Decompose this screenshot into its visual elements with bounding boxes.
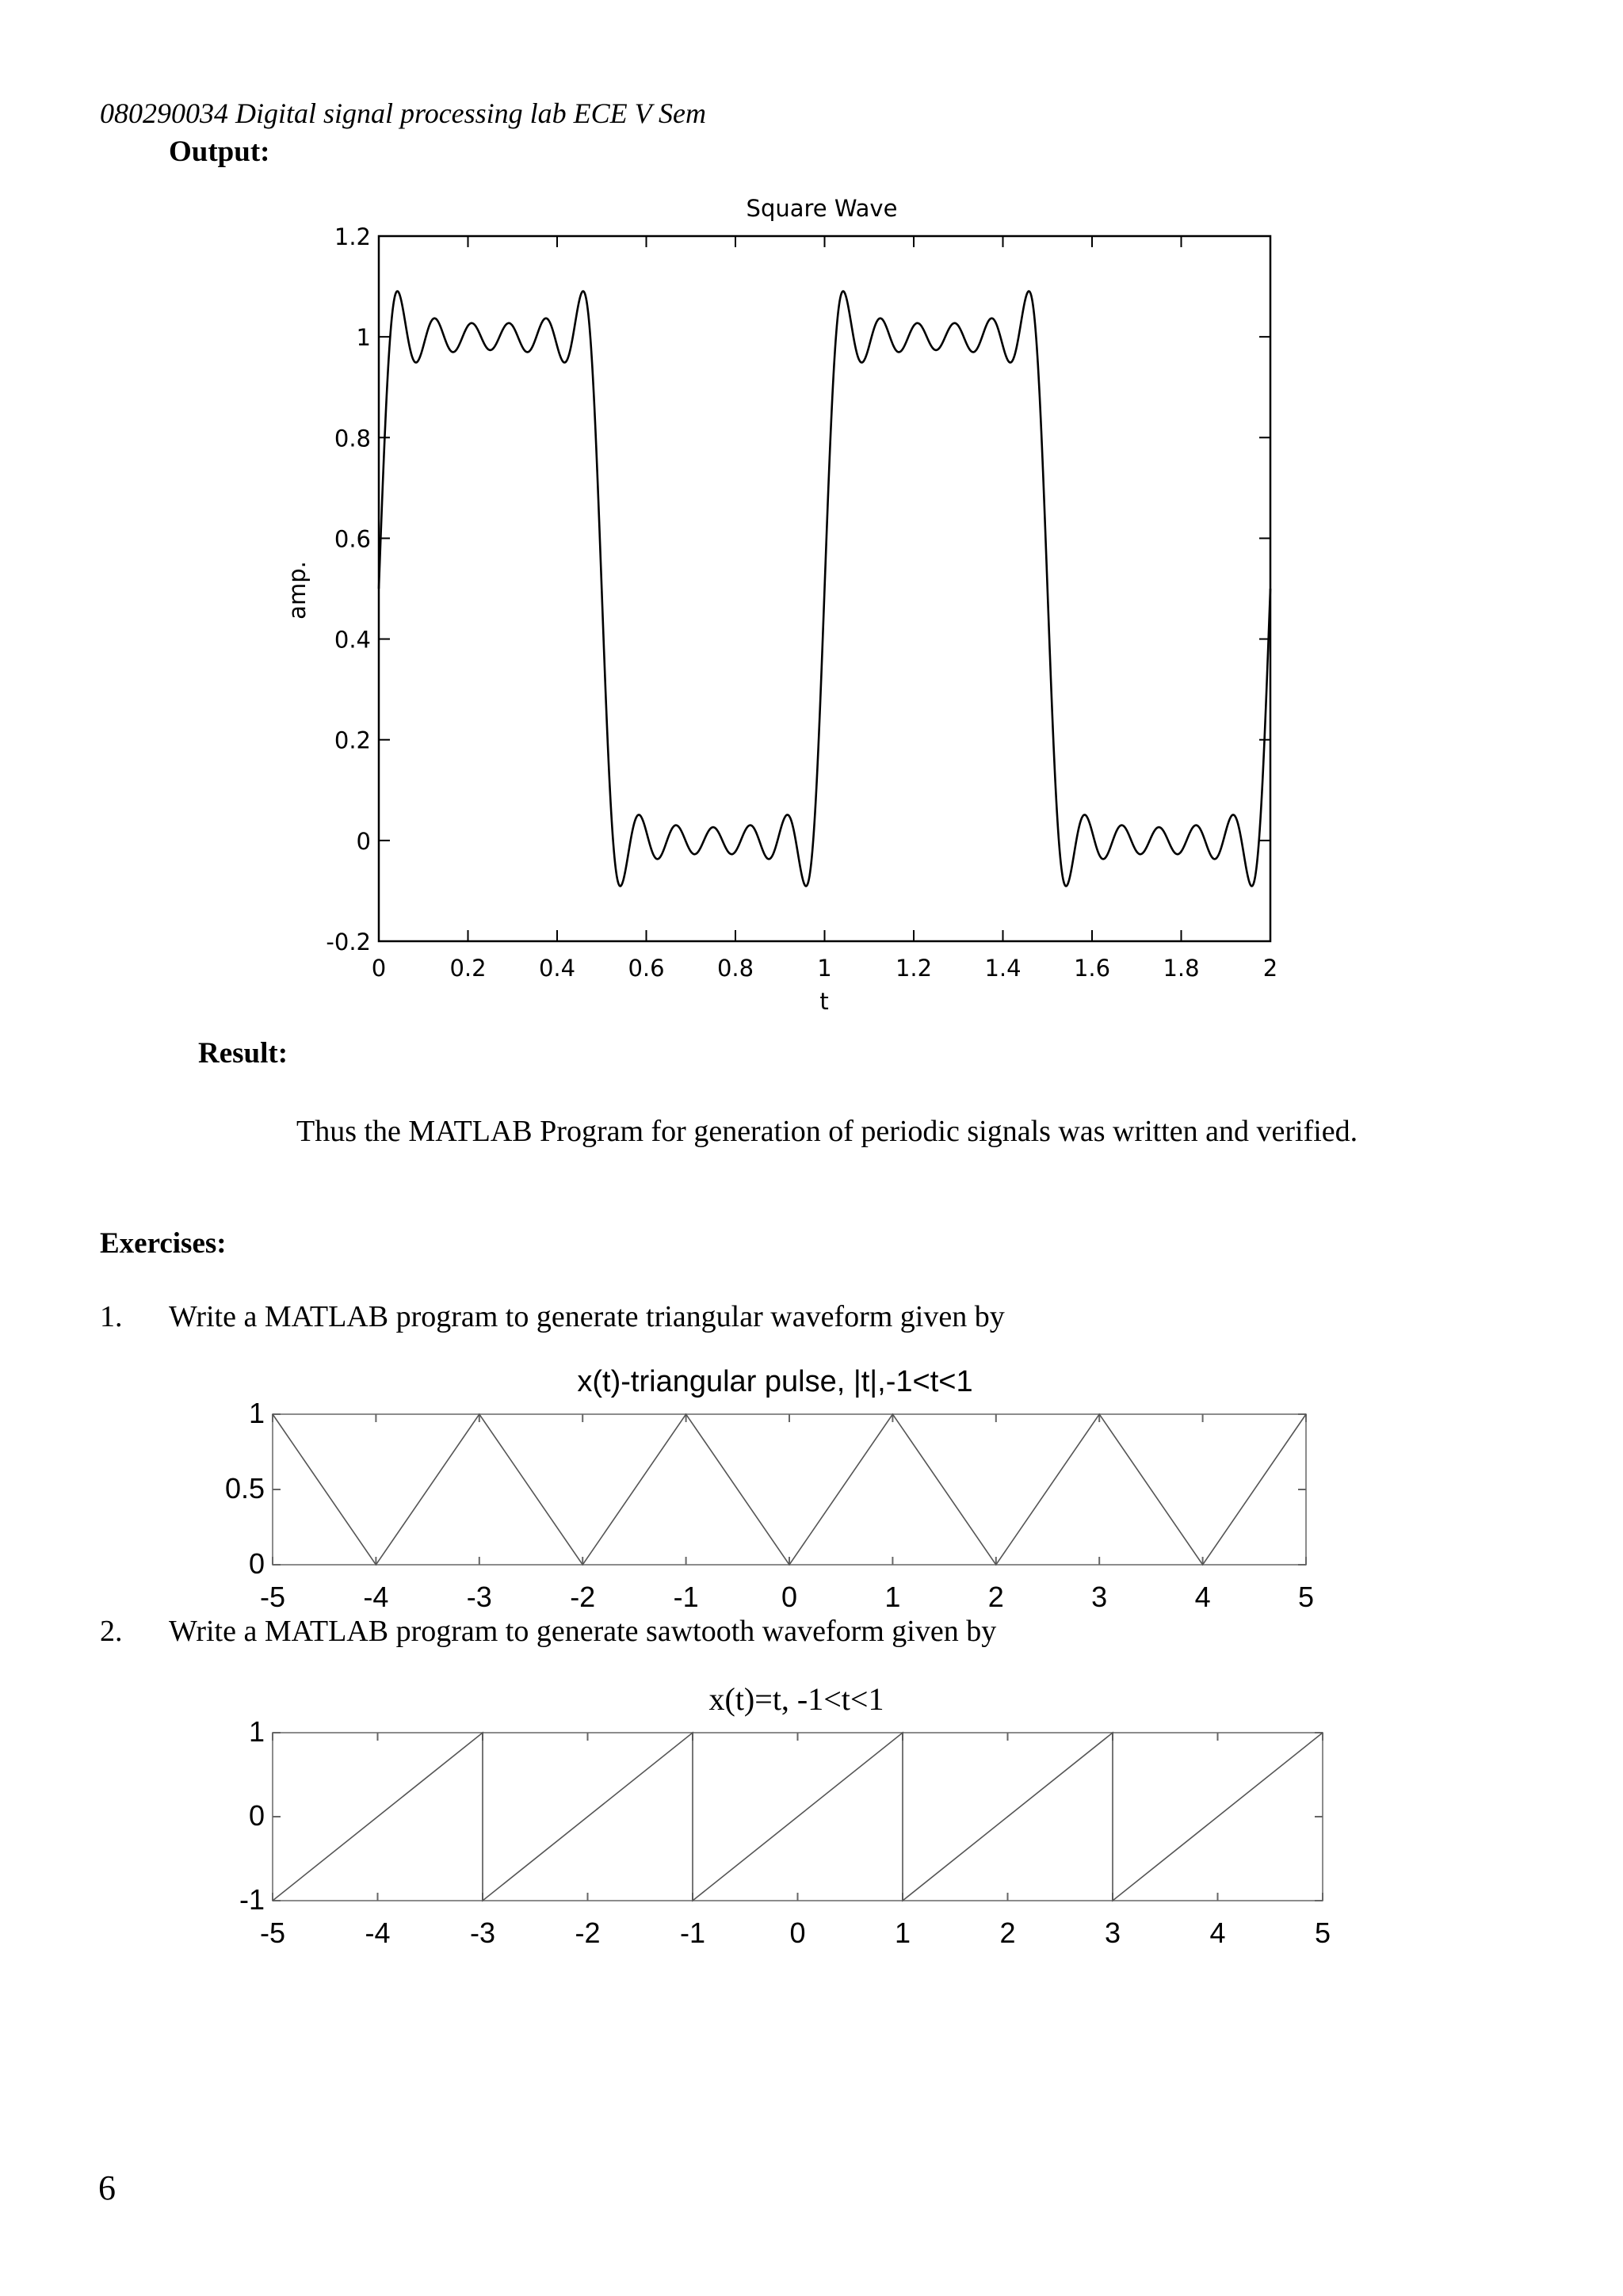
y-tick-label: 0.6 [334,525,371,553]
x-tick-label: 3 [1091,1581,1108,1613]
y-tick-label: -1 [239,1883,265,1916]
x-tick-label: 4 [1194,1581,1211,1613]
y-tick-label: 0.4 [334,626,371,654]
x-tick-label: 3 [1104,1917,1121,1949]
x-tick-label: 5 [1314,1917,1331,1949]
y-tick-label: 0.5 [224,1472,265,1505]
x-tick-label: -3 [466,1581,492,1613]
y-tick-label: 0 [248,1799,265,1832]
y-axis-label: amp. [284,561,311,620]
x-tick-label: 0.6 [628,955,665,982]
y-tick-label: 0.8 [334,425,371,452]
y-tick-label: 0 [248,1547,265,1580]
x-tick-label: 2 [999,1917,1016,1949]
x-tick-label: 2 [987,1581,1004,1613]
sawtooth-wave-chart [239,1681,1331,1949]
series-line [273,1414,1306,1565]
y-tick-label: 1.2 [334,223,371,250]
result-heading: Result: [198,1037,288,1070]
exercise-number: 1. [100,1300,123,1333]
x-tick-label: -2 [570,1581,596,1613]
x-tick-label: 2 [1262,955,1278,982]
x-tick-label: -1 [673,1581,699,1613]
chart-title: x(t)-triangular pulse, |t|,-1<t<1 [577,1365,973,1398]
x-tick-label: 1.8 [1163,955,1200,982]
axis-ticks [225,1397,1314,1613]
square-wave-chart [284,195,1277,1015]
series-line [273,1733,1323,1901]
x-axis-label: t [819,988,829,1015]
exercises-heading: Exercises: [100,1227,227,1260]
x-tick-label: 1.2 [895,955,933,982]
x-tick-label: -4 [363,1581,389,1613]
y-tick-label: 1 [356,324,371,352]
y-tick-label: 1 [248,1715,265,1748]
result-paragraph [198,1109,1436,1154]
chart-title: Square Wave [746,195,898,222]
x-tick-label: 1 [817,955,832,982]
y-tick-label: 0.2 [334,727,371,754]
series-line [379,292,1270,887]
x-tick-label: -2 [575,1917,601,1949]
x-tick-label: 1 [884,1581,901,1613]
x-tick-label: 1.6 [1073,955,1111,982]
x-tick-label: 0 [371,955,387,982]
x-tick-label: 0.2 [449,955,487,982]
x-tick-label: 4 [1209,1917,1226,1949]
x-tick-label: -3 [469,1917,496,1949]
x-tick-label: 1 [894,1917,911,1949]
y-tick-label: -0.2 [326,929,371,955]
page-number: 6 [98,2168,116,2207]
output-heading: Output: [169,135,270,168]
x-tick-label: 0 [781,1581,798,1613]
chart-title: x(t)=t, -1<t<1 [708,1681,884,1717]
y-tick-label: 0 [356,827,371,855]
y-tick-label: 1 [248,1397,265,1429]
exercise-text: Write a MATLAB program to generate triangular waveform given by [169,1300,1005,1333]
x-tick-label: 0.4 [538,955,576,982]
axis-ticks [239,1715,1331,1949]
x-tick-label: -1 [679,1917,706,1949]
x-tick-label: -5 [259,1917,286,1949]
axis-ticks [326,223,1277,982]
exercise-text: Write a MATLAB program to generate sawtooth waveform given by [169,1615,997,1648]
triangular-wave-chart [225,1365,1314,1613]
x-tick-label: 1.4 [984,955,1022,982]
x-tick-label: 0 [789,1917,806,1949]
exercise-number: 2. [100,1615,123,1648]
x-tick-label: 5 [1297,1581,1315,1613]
result-text: Thus the MATLAB Program for generation of periodic signals was written and verified. [296,1115,1358,1148]
x-tick-label: -4 [365,1917,391,1949]
x-tick-label: -5 [259,1581,286,1613]
running-header: 080290034 Digital signal processing lab ECE V Sem [100,97,706,129]
x-tick-label: 0.8 [716,955,754,982]
